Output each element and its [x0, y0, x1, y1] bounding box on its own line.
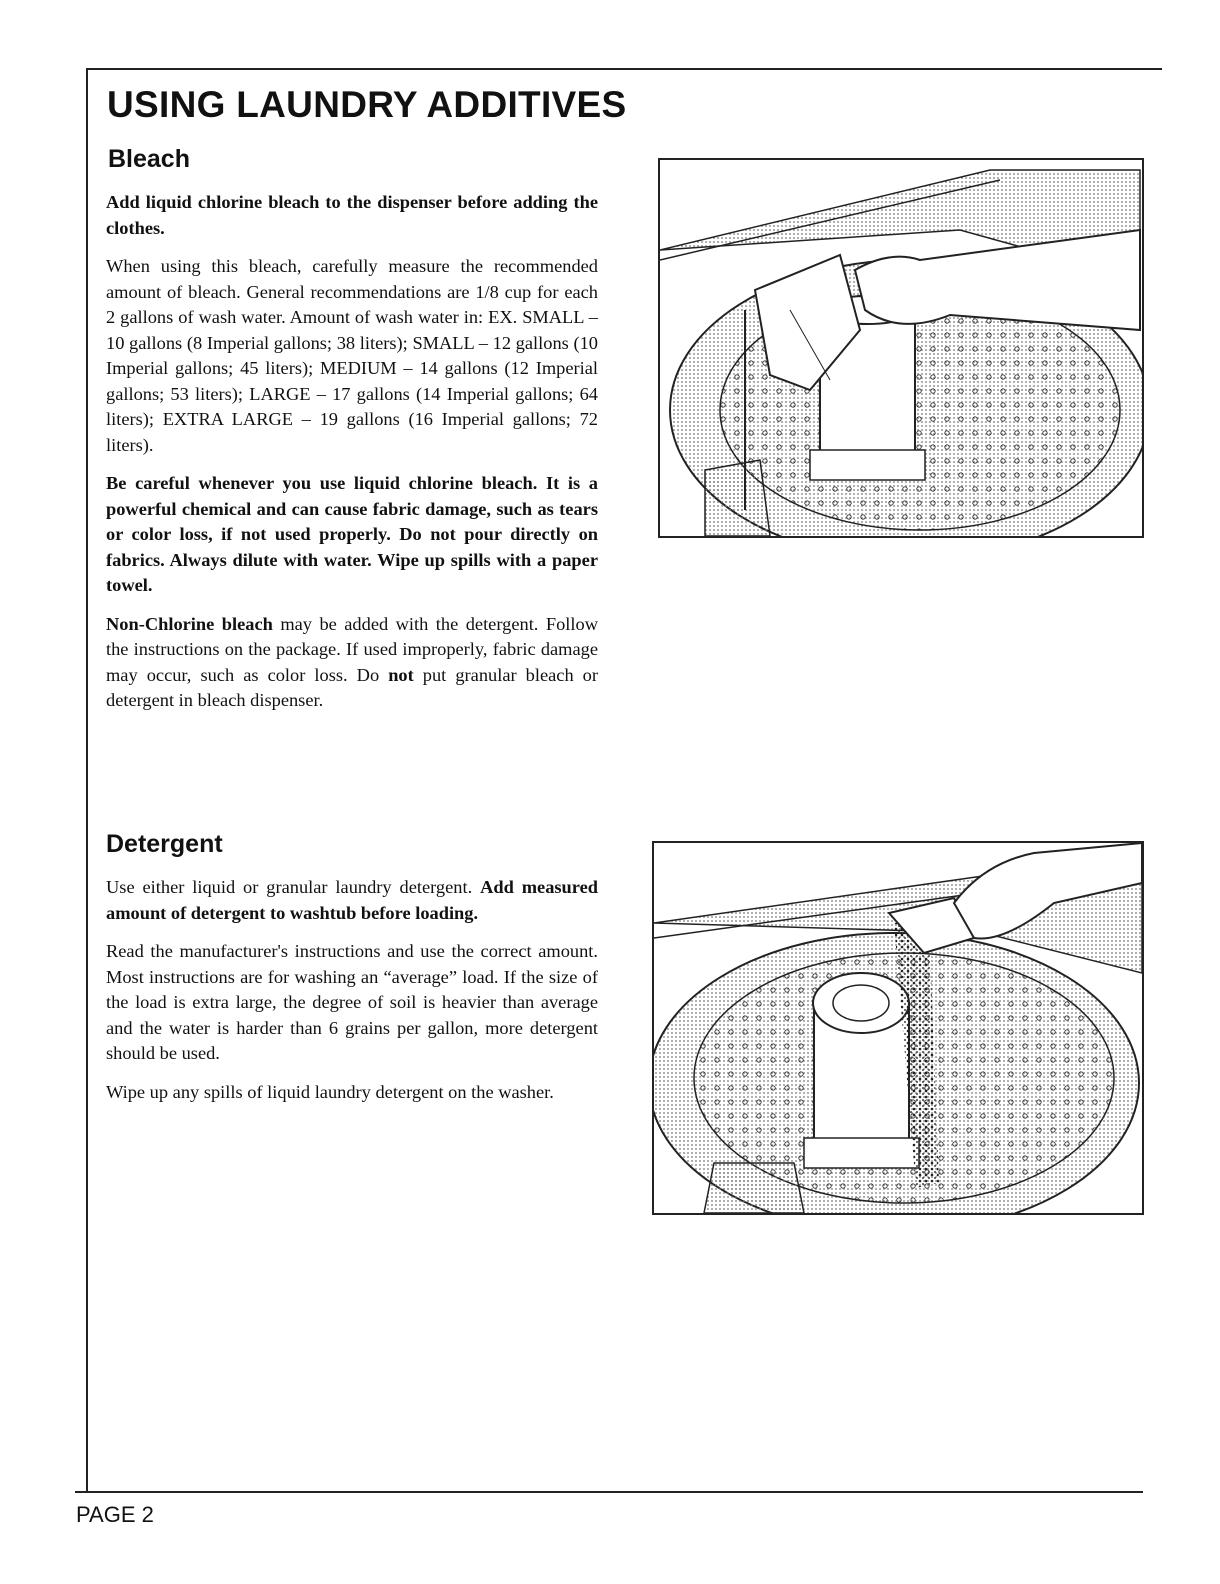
frame-top-rule: [86, 68, 1162, 70]
detergent-section: [106, 875, 598, 1118]
frame-left-rule: [86, 68, 88, 1492]
nonchlorine-paragraph: [106, 612, 598, 714]
detergent-heading: Detergent: [106, 830, 223, 858]
bleach-heading: Bleach: [108, 145, 190, 173]
nonchlorine-bold: Non-Chlorine bleach: [106, 613, 273, 634]
bleach-section: [106, 190, 598, 727]
nonchlorine-text: may be added with the detergent. Follow the instructions on the package. If used improperly, fabric damage may occur, such as color loss. Do: [106, 613, 598, 685]
bleach-illustration: [658, 158, 1144, 538]
detergent-intro-bold: Add measured amount of detergent to washtub before loading.: [106, 877, 598, 923]
nonchlorine-end: put granular bleach or detergent in bleach dispenser.: [106, 664, 599, 710]
bleach-measure-paragraph: When using this bleach, carefully measure the recommended amount of bleach. General recommendations are 1/8 cup for each 2 gallons of wash water. Amount of wash water in: EX. SMALL – 10 gallons (8 Imperial gallons; 38 liters); SMALL – 12 gallons (10 Imperial gallons; 45 liters); MEDIUM – 14 gallons (12 Imperial gallons; 53 liters); LARGE – 17 gallons (14 Imperial gallons; 64 liters); EXTRA LARGE – 19 gallons (16 Imperial gallons; 72 liters).: [106, 256, 598, 455]
frame-bottom-rule: [75, 1491, 1143, 1493]
bleach-intro-bold: Add liquid chlorine bleach to the dispenser before adding the clothes.: [106, 192, 598, 238]
bleach-intro: [106, 190, 598, 241]
detergent-illustration: [652, 841, 1144, 1215]
detergent-intro-text: Use either liquid or granular laundry detergent.: [106, 877, 481, 897]
page-title: USING LAUNDRY ADDITIVES: [107, 84, 627, 125]
detergent-spills-paragraph: Wipe up any spills of liquid laundry detergent on the washer.: [106, 1081, 554, 1102]
bleach-warning: [106, 471, 598, 599]
nonchlorine-not: not: [388, 664, 414, 685]
bleach-warning-bold: Be careful whenever you use liquid chlorine bleach. It is a powerful chemical and can cause fabric damage, such as tears or color loss, if not used properly. Do not pour directly on fabrics. Always dilute with water. Wipe up spills with a paper towel.: [106, 473, 598, 595]
detergent-intro: [106, 875, 598, 926]
detergent-manufacturer-paragraph: Read the manufacturer's instructions and use the correct amount. Most instructions are for washing an “average” load. If the size of the load is extra large, the degree of soil is heavier than average and the water is harder than 6 grains per gallon, more detergent should be used.: [106, 941, 598, 1063]
page-number: PAGE 2: [76, 1502, 154, 1527]
